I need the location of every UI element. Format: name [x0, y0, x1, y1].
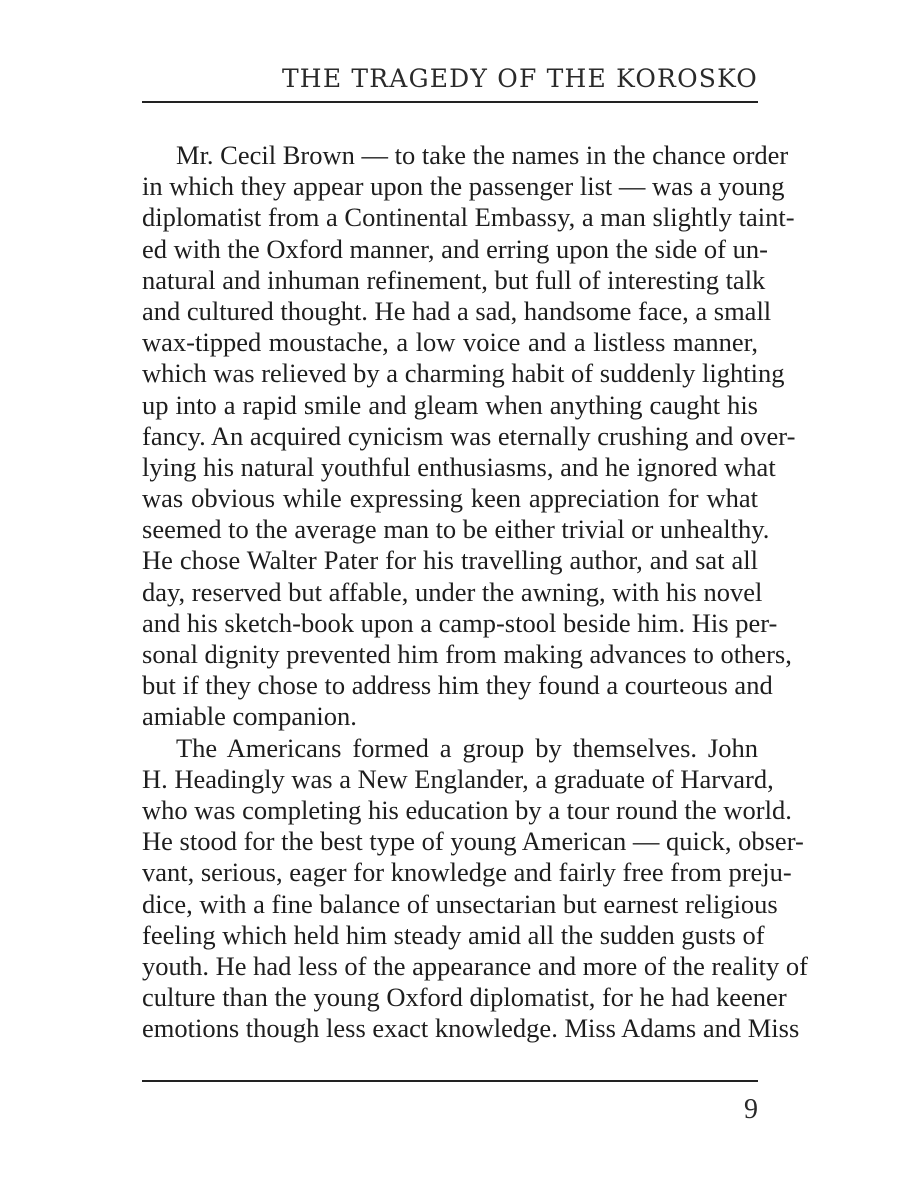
- text-line: H. Headingly was a New Englander, a graduate of Harvard,: [142, 763, 774, 794]
- text-line: lying his natural youthful enthusiasms, and he ignored what: [142, 451, 776, 482]
- text-line: sonal dignity prevented him from making advances to others,: [142, 639, 792, 669]
- text-line: but if they chose to address him they found a courteous and: [142, 670, 773, 701]
- text-line: youth. He had less of the appearance and more of the reality of: [142, 950, 808, 981]
- page-number: 9: [744, 1094, 758, 1125]
- text-line: amiable companion.: [142, 701, 357, 732]
- text-line: The Americans formed a group by themselves. John: [176, 732, 758, 763]
- text-line: emotions though less exact knowledge. Miss Adams and Miss: [142, 1013, 800, 1044]
- text-line: who was completing his education by a tour round the world.: [142, 794, 792, 825]
- text-line: He chose Walter Pater for his travelling author, and sat all: [142, 545, 758, 576]
- text-line: feeling which held him steady amid all the sudden gusts of: [142, 919, 765, 950]
- body-text: [142, 140, 808, 1044]
- text-line: diplomatist from a Continental Embassy, a man slightly taint-: [142, 202, 795, 233]
- text-line: He stood for the best type of young American — quick, obser-: [142, 826, 804, 857]
- text-line: which was relieved by a charming habit of suddenly lighting: [142, 358, 785, 389]
- header-rule: [142, 101, 758, 103]
- text-line: vant, serious, eager for knowledge and fairly free from preju-: [142, 857, 792, 888]
- text-line: and cultured thought. He had a sad, handsome face, a small: [142, 295, 772, 326]
- text-line: wax-tipped moustache, a low voice and a listless manner,: [142, 327, 758, 358]
- text-line: day, reserved but affable, under the awning, with his novel: [142, 576, 763, 607]
- running-title: THE TRAGEDY OF THE KOROSKO: [281, 64, 758, 93]
- text-line: up into a rapid smile and gleam when anything caught his: [142, 389, 758, 420]
- text-line: and his sketch-book upon a camp-stool beside him. His per-: [142, 607, 778, 638]
- text-line: was obvious while expressing keen appreciation for what: [142, 483, 758, 514]
- text-line: seemed to the average man to be either trivial or unhealthy.: [142, 514, 770, 545]
- text-line: dice, with a fine balance of unsectarian but earnest religious: [142, 888, 778, 919]
- footer-rule: [142, 1080, 758, 1082]
- text-line: in which they appear upon the passenger list — was a young: [142, 171, 785, 202]
- text-line: culture than the young Oxford diplomatist, for he had keener: [142, 982, 787, 1013]
- text-line: natural and inhuman refinement, but full of interesting talk: [142, 264, 766, 295]
- text-line: ed with the Oxford manner, and erring upon the side of un-: [142, 233, 768, 264]
- text-line: fancy. An acquired cynicism was eternally crushing and over-: [142, 420, 796, 451]
- text-line: Mr. Cecil Brown — to take the names in the chance order: [176, 140, 789, 170]
